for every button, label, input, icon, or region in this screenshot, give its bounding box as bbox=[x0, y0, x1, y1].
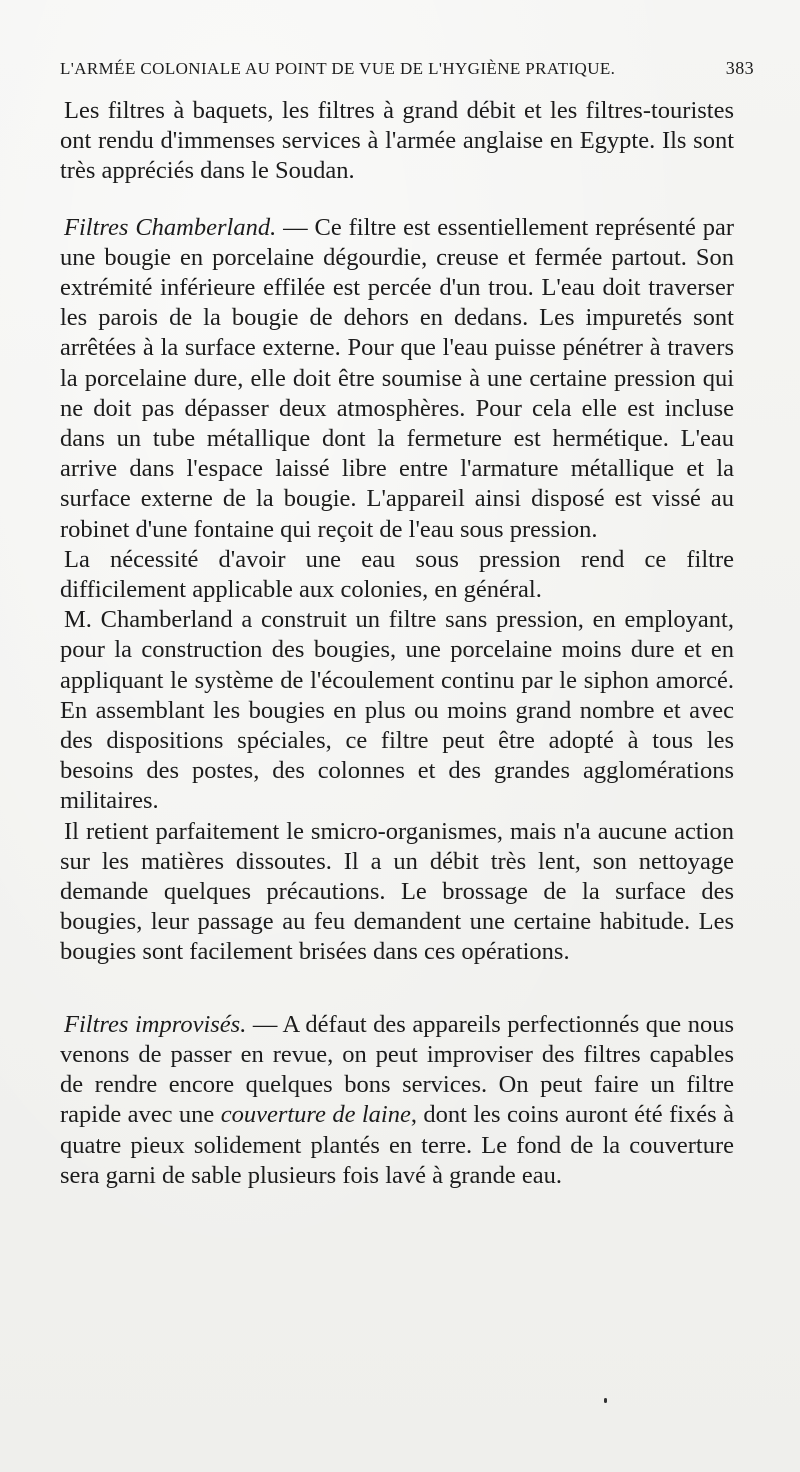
section-heading-chamberland: Filtres Chamberland. bbox=[64, 213, 277, 241]
paragraph-filtres-chamberland bbox=[60, 213, 734, 545]
page-header bbox=[60, 58, 754, 79]
page-number: 383 bbox=[725, 58, 754, 78]
paragraph-chamberland-text: — Ce filtre est essentiellement représenté par une bougie en porcelaine dégourdie, creuse et fermée partout. Son extrémité inférieure effilée est percée d'un trou. L'eau doit traverser les parois de la bougie de dehors en dedans. Les impuretés sont arrêtées à la surface externe. Pour que l'eau puisse pénétrer à travers la porcelaine dure, elle doit être soumise à une certaine pression qui ne doit pas dépasser deux atmosphères. Pour cela elle est incluse dans un tube métallique dont la fermeture est hermétique. L'eau arrive dans l'espace laissé libre entre l'armature métallique et la surface externe de la bougie. L'appareil ainsi disposé est vissé au robinet d'une fontaine qui reçoit de l'eau sous pression. bbox=[60, 213, 735, 543]
paragraph-micro-organismes: Il retient parfaitement le smicro-organismes, mais n'a aucune action sur les matières dissoutes. Il a un débit très lent, son nettoyage demande quelques précautions. Le brossage de la surface des bougies, leur passage au feu demandent une certaine habitude. Les bougies sont facilement brisées dans ces opérations. bbox=[60, 817, 734, 966]
paragraph-filtres-baquets: Les filtres à baquets, les filtres à grand débit et les filtres-touristes ont rendu d'immenses services à l'armée anglaise en Egypte. Ils sont très appréciés dans le Soudan. bbox=[60, 97, 734, 185]
running-title: L'ARMÉE COLONIALE AU POINT DE VUE DE L'HYGIÈNE PRATIQUE. bbox=[60, 59, 616, 78]
paragraph-necessite-pression: La nécessité d'avoir une eau sous pression rend ce filtre difficilement applicable aux colonies, en général. bbox=[60, 545, 734, 604]
emphasis-couverture-laine: couverture de laine bbox=[220, 1101, 411, 1129]
page-body bbox=[60, 96, 734, 1191]
paragraph-improvises-text-b: , dont les coins auront été fixés à quatre pieux solidement plantés en terre. Le fond de la couverture sera garni de sable plusieurs fois lavé à grande eau. bbox=[60, 1101, 734, 1189]
section-heading-improvises: Filtres improvisés. bbox=[64, 1010, 247, 1038]
paragraph-filtre-sans-pression: M. Chamberland a construit un filtre sans pression, en employant, pour la construction des bougies, une porcelaine moins dure et en appliquant le système de l'écoulement continu par le siphon amorcé. En assemblant les bougies en plus ou moins grand nombre et avec des dispositions spéciales, ce filtre peut être adopté à tous les besoins des postes, des colonnes et des grandes agglomérations militaires. bbox=[60, 606, 734, 815]
ink-speck bbox=[604, 1398, 607, 1403]
paragraph-filtres-improvises bbox=[60, 1010, 734, 1191]
paragraph-improvises-text-a: — A défaut des appareils perfectionnés que nous venons de passer en revue, on peut improviser des filtres capables de rendre encore quelques bons services. On peut faire un filtre rapide avec une bbox=[60, 1010, 734, 1129]
